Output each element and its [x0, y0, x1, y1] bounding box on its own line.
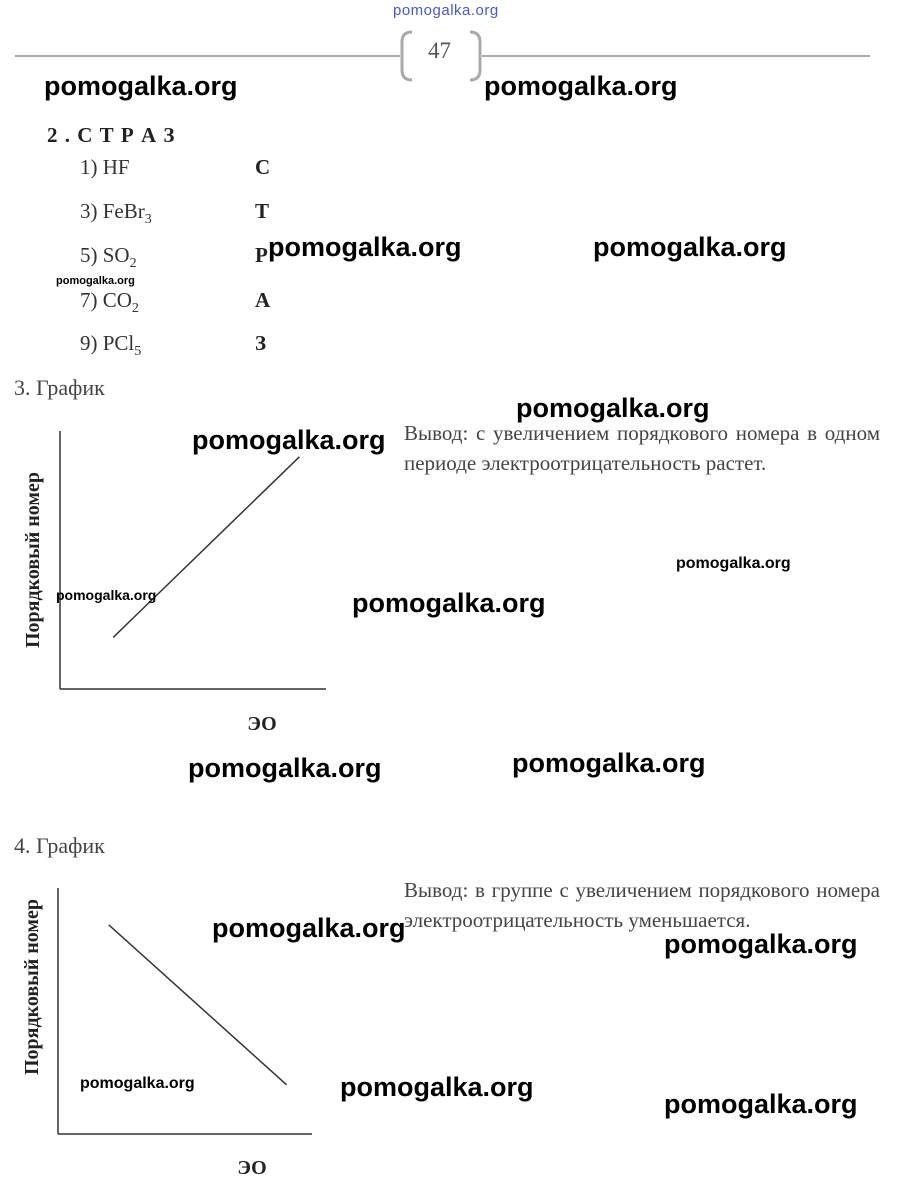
x-axis-label: ЭО: [237, 1157, 267, 1179]
watermark: pomogalka.org: [676, 555, 791, 572]
watermark: pomogalka.org: [593, 232, 787, 262]
list-item: 1) HF: [80, 155, 130, 179]
watermark: pomogalka.org: [664, 1089, 858, 1119]
watermark: pomogalka.org: [268, 232, 462, 262]
watermark: pomogalka.org: [80, 1075, 195, 1092]
watermark: pomogalka.org: [44, 71, 238, 101]
watermark: pomogalka.org: [188, 753, 382, 783]
answer-letter: А: [255, 288, 271, 312]
task2-heading: 2 . С Т Р А З: [47, 123, 176, 147]
trend-line: [113, 457, 299, 638]
watermark: pomogalka.org: [212, 913, 406, 943]
task4-heading: 4. График: [14, 833, 105, 858]
watermark: pomogalka.org: [664, 929, 858, 959]
watermark: pomogalka.org: [352, 588, 546, 618]
list-item: 9) PCl$_5$: [80, 331, 142, 360]
task4-conclusion: Вывод: в группе с увеличением порядкового номера электроотрицательность уменьшается.: [404, 878, 880, 932]
task3-heading: 3. График: [14, 375, 105, 400]
header-rule-right: [482, 55, 870, 57]
task3-conclusion: Вывод: с увеличением порядкового номера в одном периоде электроотрицательность растет.: [404, 421, 880, 475]
watermark: pomogalka.org: [516, 393, 710, 423]
site-stamp: pomogalka.org: [393, 2, 499, 19]
watermark: pomogalka.org: [56, 587, 157, 603]
watermark: pomogalka.org: [512, 748, 706, 778]
y-axis-label: Порядковый номер: [21, 898, 43, 1076]
x-axis-label: ЭО: [247, 713, 277, 735]
trend-line: [109, 925, 287, 1085]
answer-letter: С: [255, 155, 271, 179]
list-item: 7) $CO_2$: [80, 288, 139, 317]
list-item: 3) FeBr$_3$: [80, 199, 152, 228]
watermark: pomogalka.org: [484, 71, 678, 101]
answer-letter: Т: [255, 199, 270, 223]
watermark: pomogalka.org: [192, 425, 386, 455]
list-item: 5) $SO_2$: [80, 243, 137, 272]
answer-letter: З: [255, 331, 267, 355]
chart-task3: [14, 425, 344, 745]
answer-letter: Р: [255, 243, 268, 267]
watermark: pomogalka.org: [340, 1072, 534, 1102]
page-number: 47: [428, 38, 451, 63]
header-rule-left: [15, 55, 400, 57]
y-axis-label: Порядковый номер: [22, 471, 44, 649]
watermark: pomogalka.org: [56, 275, 135, 287]
